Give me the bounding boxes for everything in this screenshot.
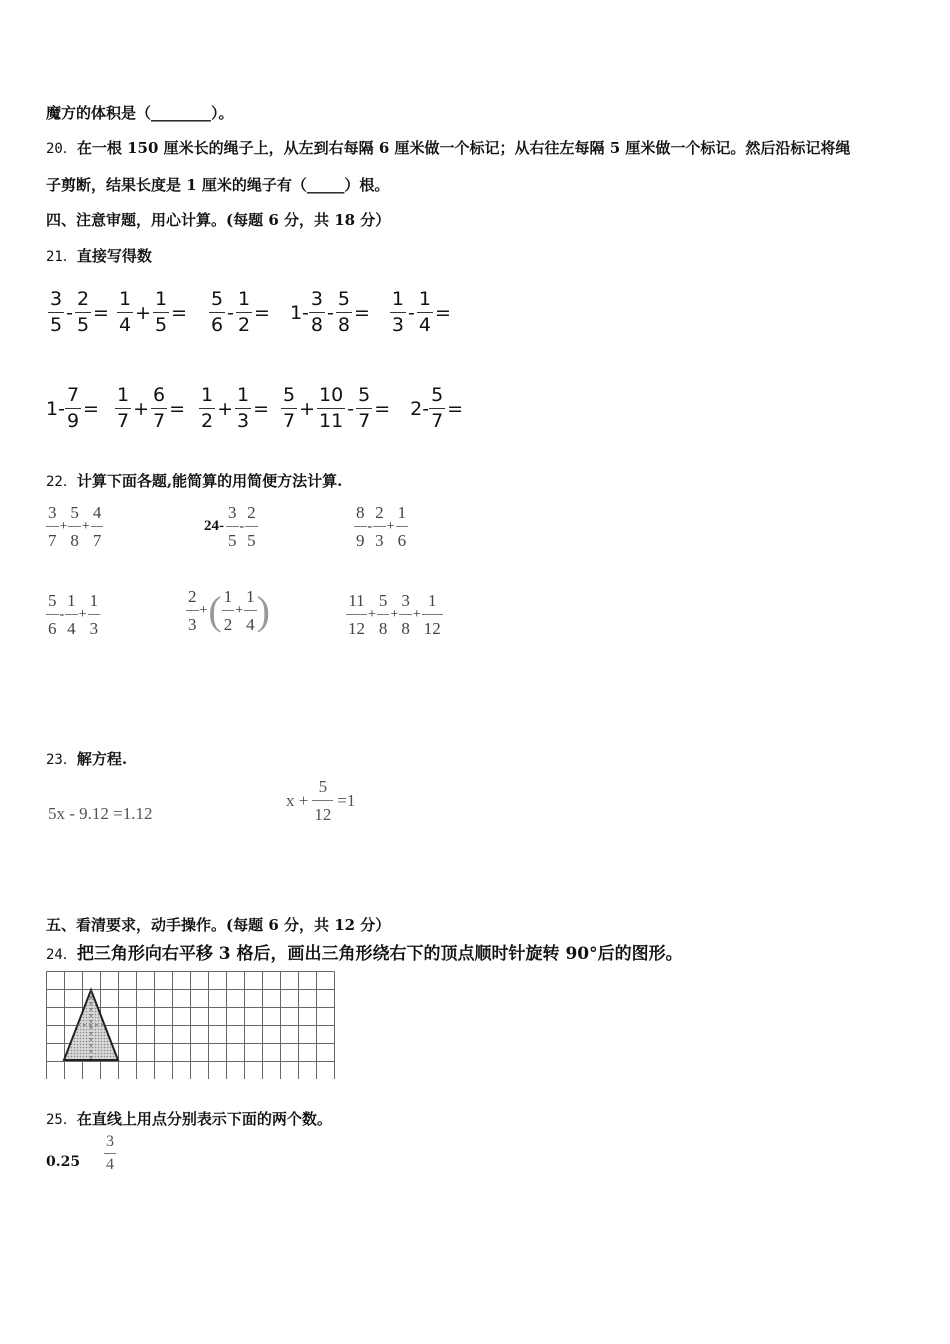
q23-number: 23． [46,752,77,768]
q21-title: 直接写得数 [76,247,152,265]
fraction: $\frac{1}{4}$ [118,288,132,336]
equals-sign: = [374,397,391,420]
equals-sign: = [83,397,99,420]
q24-heading [46,939,683,964]
equals-sign: = [434,301,451,324]
q20-line1 [46,137,850,158]
q25-number: 25． [46,1112,77,1128]
q22-expr-4: $\frac{5}{6}$ - $\frac{1}{4}$ + $\frac{1}{3}$ [48,591,99,638]
q25-heading [46,1108,332,1129]
fraction: $\frac{10}{11}$ [319,384,344,432]
q22-expr-2: 24- $\frac{3}{5}$ - $\frac{2}{5}$ [204,503,256,550]
fraction: $\frac{1}{2}$ [237,288,251,336]
fraction: $\frac{6}{7}$ [152,384,166,432]
q22-expr-6: $\frac{11}{12}$ + $\frac{5}{8}$ + $\frac{3}{8}$ + $\frac{1}{12}$ [348,591,441,638]
fraction: $\frac{1}{3}$ [237,384,250,432]
section-5-heading: 五、看清要求，动手操作。(每题 6 分，共 12 分） [46,916,391,934]
right-paren: ) [256,587,270,633]
operator: - [407,301,415,324]
equals-sign: = [253,397,270,420]
fraction: $\frac{5}{6}$ [211,288,224,336]
q21-heading [46,245,152,266]
q20-text-line1: 在一根 150 厘米长的绳子上，从左到右每隔 6 厘米做一个标记；从右往左每隔 5 厘米做一个标记。然后沿标记将绳 [76,139,851,157]
section-4-heading: 四、注意审题，用心计算。(每题 6 分，共 18 分） [46,211,391,229]
left-paren: ( [208,587,222,633]
q25-text: 在直线上用点分别表示下面的两个数。 [76,1110,332,1128]
q22-expr-3: $\frac{8}{9}$ - $\frac{2}{3}$ + $\frac{1}{6}$ [356,503,407,550]
equals-sign: = [447,397,464,420]
q23-equation-2: x + $\frac{5}{12}$ =1 [286,777,356,824]
fraction: $\frac{5}{7}$ [358,384,371,432]
equals-sign: = [93,301,109,324]
equals-sign: = [254,301,270,324]
fraction: $\frac{5}{7}$ [431,384,444,432]
q22-heading [46,470,342,491]
q24-number: 24． [46,947,77,963]
operator: - [347,397,355,420]
operator: + [133,397,149,420]
q25-value-1: 0.25 [46,1154,81,1170]
q25-value-2: $\frac{3}{4}$ [106,1133,114,1173]
fraction: $\frac{1}{4}$ [418,288,431,336]
q24-text: 把三角形向右平移 3 格后，画出三角形绕右下的顶点顺时针旋转 90°后的图形。 [76,944,683,964]
prefix: 1- [289,301,309,324]
fraction: $\frac{1}{2}$ [201,384,214,432]
q22-expr-5: $\frac{2}{3}$ + ( $\frac{1}{2}$ + $\frac{1}{4}$ ) [188,587,270,634]
fraction: $\frac{1}{3}$ [391,288,404,336]
q21-row2 [46,386,465,431]
fraction: $\frac{5}{7}$ [283,384,296,432]
fraction: $\frac{3}{5}$ [50,288,63,336]
q23-heading [46,748,127,769]
operator: + [135,301,151,324]
operator: + [217,397,234,420]
q22-title: 计算下面各题,能简算的用简便方法计算. [76,472,343,490]
fraction: $\frac{3}{8}$ [310,288,324,336]
q19-tail: 魔方的体积是（________）。 [46,104,234,122]
q23-title: 解方程. [76,750,128,768]
equals-sign: = [171,301,187,324]
operator: + [299,397,316,420]
operator: - [327,301,334,324]
q20-number: 20． [46,141,77,157]
equals-sign: = [353,301,370,324]
fraction: $\frac{1}{5}$ [154,288,168,336]
equals-sign: = [169,397,185,420]
q21-row1 [48,290,453,335]
q23-equation-1: 5x - 9.12 =1.12 [48,804,153,823]
operator: - [66,301,73,324]
q21-number: 21． [46,249,77,265]
fraction: $\frac{5}{8}$ [337,288,350,336]
triangle-grid-figure [46,971,336,1079]
fraction: $\frac{1}{7}$ [116,384,130,432]
fraction: $\frac{7}{9}$ [66,384,80,432]
operator: - [227,301,234,324]
fraction: $\frac{2}{5}$ [76,288,90,336]
q22-number: 22． [46,474,77,490]
prefix: 1- [46,397,65,420]
prefix: 2- [410,397,430,420]
q20-line2: 子剪断，结果长度是 1 厘米的绳子有（_____）根。 [46,176,390,194]
q22-expr-1: $\frac{3}{7}$ + $\frac{5}{8}$ + $\frac{4}{7}$ [48,503,102,550]
